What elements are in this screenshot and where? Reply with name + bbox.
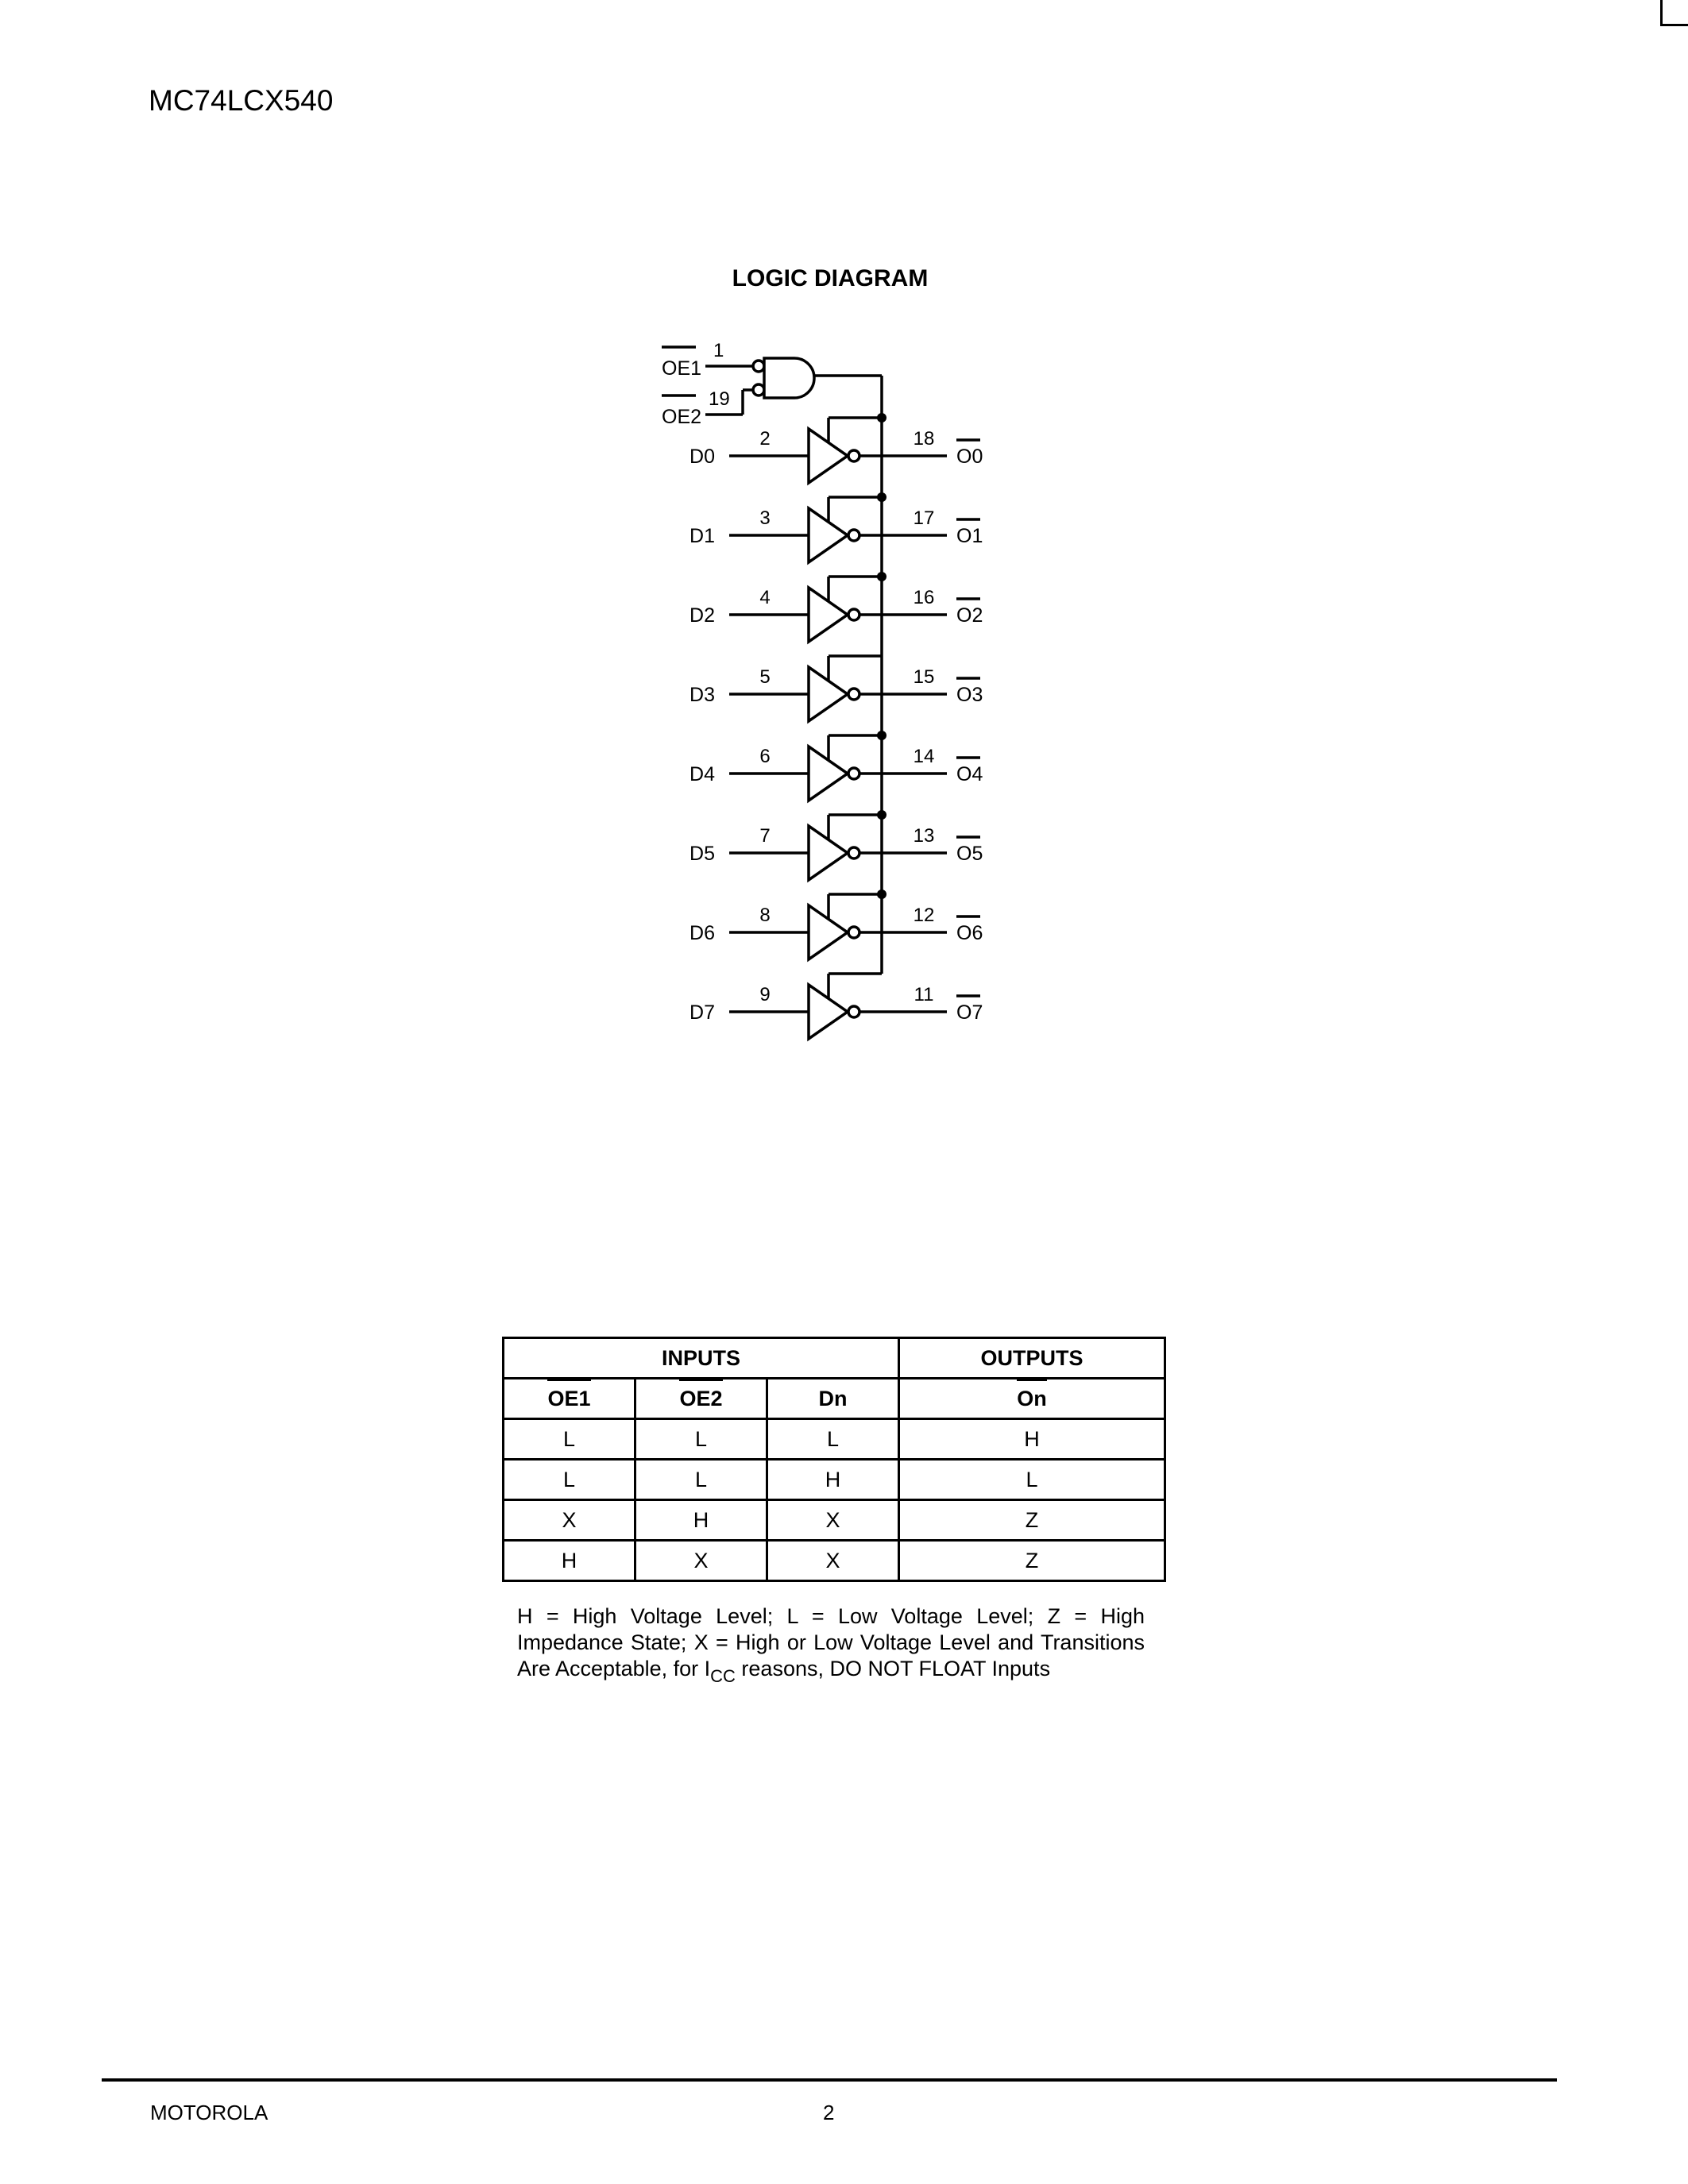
inputs-group-header: INPUTS [504,1338,899,1379]
inversion-bubble [848,768,859,779]
footer-divider [102,2078,1557,2082]
footer-brand: MOTOROLA [150,2101,268,2124]
page-number: 2 [823,2101,835,2124]
output-label: O7 [956,1001,983,1024]
inversion-bubble [848,689,859,700]
input-label: D3 [689,684,715,706]
input-pin-number: 3 [759,507,771,529]
output-pin-number: 17 [913,507,935,529]
truth-table-note: H = High Voltage Level; L = Low Voltage Level; Z = High Impedance State; X = High or Low Voltage Level and Transitions Are Acceptable, for $I_{CC}$ reasons, DO NOT FLOAT Inputs [517,1604,1145,1686]
output-label: O5 [956,843,983,865]
input-pin-number: 6 [759,746,771,767]
table-row [504,1500,1165,1541]
output-pin-number: 18 [913,428,935,450]
input-label: D1 [689,525,715,547]
buffer-d5 [689,810,983,880]
output-pin-number: 13 [913,825,935,847]
table-row [504,1541,1165,1581]
enable-pin-number: 1 [713,340,724,361]
output-label: O4 [956,763,983,785]
buffer-group [689,376,983,1039]
inversion-bubble [753,361,764,372]
enable-label-oe2: OE2 [662,406,702,428]
table-cell: X [767,1541,899,1581]
table-cell: H [504,1541,635,1581]
table-cell: L [635,1419,767,1460]
output-pin-number: 15 [913,666,935,688]
output-pin-number: 16 [913,587,935,608]
buffer-d3 [689,656,983,721]
buffer-d2 [689,572,983,642]
inversion-bubble [848,609,859,620]
table-row [504,1460,1165,1500]
column-header-on: On [1017,1386,1047,1410]
input-pin-number: 8 [759,905,771,926]
output-label: O0 [956,446,983,468]
column-header-dn: Dn [767,1379,899,1419]
table-cell: H [635,1500,767,1541]
table-cell: X [504,1500,635,1541]
table-cell: Z [899,1500,1165,1541]
inversion-bubble [848,927,859,938]
table-cell: H [899,1419,1165,1460]
buffer-d4 [689,731,983,801]
input-pin-number: 4 [759,587,771,608]
inversion-bubble [848,1006,859,1017]
column-header-oe1: OE1 [547,1386,591,1410]
table-cell: L [635,1460,767,1500]
input-label: D7 [689,1001,715,1024]
table-cell: L [504,1419,635,1460]
output-pin-number: 11 [914,984,934,1005]
output-label: O1 [956,525,983,547]
buffer-d7 [689,974,983,1039]
and-gate [764,358,814,398]
output-label: O2 [956,604,983,627]
buffer-d1 [689,492,983,562]
truth-table [502,1337,1166,1582]
inversion-bubble [848,450,859,461]
input-pin-number: 9 [759,984,771,1005]
input-pin-number: 5 [759,666,771,688]
inversion-bubble [753,384,764,396]
output-pin-number: 12 [913,905,935,926]
inversion-bubble [848,530,859,541]
input-label: D4 [689,763,715,785]
table-cell: X [635,1541,767,1581]
buffer-d6 [689,889,983,959]
table-cell: L [899,1460,1165,1500]
inversion-bubble [848,847,859,859]
enable-label-oe1: OE1 [662,357,702,380]
input-pin-number: 2 [759,428,771,450]
table-cell: X [767,1500,899,1541]
table-row [504,1419,1165,1460]
output-pin-number: 14 [913,746,935,767]
logic-diagram-title: LOGIC DIAGRAM [732,265,929,291]
page-header-part-number: MC74LCX540 [149,84,334,117]
table-cell: Z [899,1541,1165,1581]
buffer-d0 [689,413,983,483]
column-header-oe2: OE2 [679,1386,723,1410]
input-label: D0 [689,446,715,468]
enable-pin-number: 19 [709,388,730,410]
input-label: D6 [689,922,715,944]
output-label: O3 [956,684,983,706]
input-label: D2 [689,604,715,627]
table-cell: L [504,1460,635,1500]
enable-gate-group [662,340,882,428]
table-cell: L [767,1419,899,1460]
input-label: D5 [689,843,715,865]
input-pin-number: 7 [759,825,771,847]
table-cell: H [767,1460,899,1500]
outputs-group-header: OUTPUTS [899,1338,1165,1379]
output-label: O6 [956,922,983,944]
